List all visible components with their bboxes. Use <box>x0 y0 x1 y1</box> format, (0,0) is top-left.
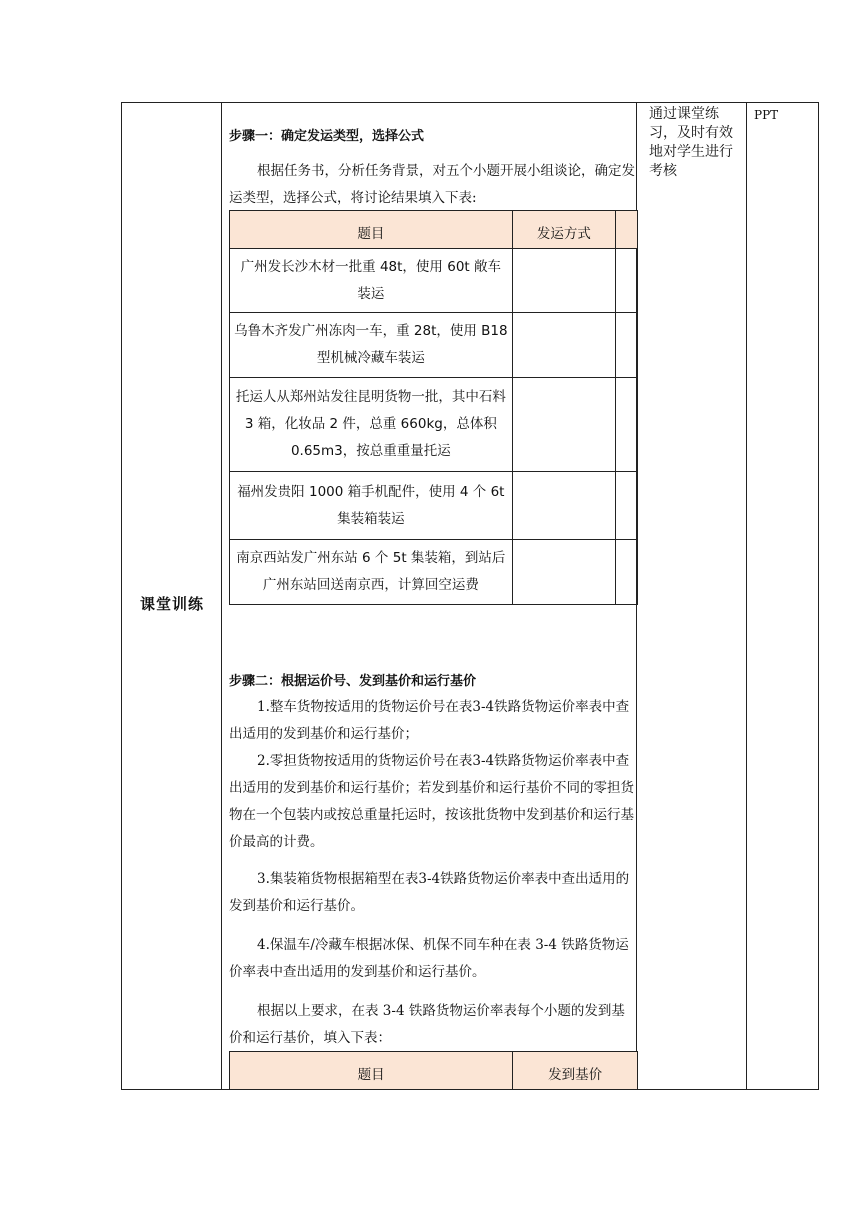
column-divider <box>746 103 747 1089</box>
step2-item: 4.保温车/冷藏车根据冰保、机保不同车种在表 3-4 铁路货物运价率表中查出适用的发到基价和运行基价。 <box>229 937 629 980</box>
base-price-table <box>229 1051 638 1090</box>
step2-item: 1.整车货物按适用的货物运价号在表3-4铁路货物运价率表中查出适用的发到基价和运行基价； <box>229 699 630 742</box>
topic-cell: 福州发贵阳 1000 箱手机配件，使用 4 个 6t 集装箱装运 <box>230 472 513 540</box>
topic-cell: 乌鲁木齐发广州冻肉一车，重 28t，使用 B18 型机械冷藏车装运 <box>230 313 513 378</box>
answer-cell[interactable] <box>512 249 615 313</box>
table-header-row <box>230 211 638 249</box>
header-shipping-method: 发运方式 <box>512 211 615 249</box>
blank-cell <box>616 313 638 378</box>
table-row <box>230 249 638 313</box>
topic-cell: 托运人从郑州站发往昆明货物一批，其中石料 3 箱，化妆品 2 件，总重 660kg，总体积 0.65m3，按总重重量托运 <box>230 378 513 472</box>
answer-cell[interactable] <box>512 540 615 605</box>
step1-title: 步骤一：确定发运类型，选择公式 <box>229 129 425 144</box>
answer-cell[interactable] <box>512 472 615 540</box>
table-row <box>230 540 638 605</box>
header-blank <box>616 211 638 249</box>
topic-cell: 广州发长沙木材一批重 48t，使用 60t 敞车装运 <box>230 249 513 313</box>
header-topic: 题目 <box>230 211 513 249</box>
step1-intro: 根据任务书，分析任务背景，对五个小题开展小组谈论，确定发运类型，选择公式，将讨论结果填入下表: <box>229 163 635 206</box>
step2-item: 2.零担货物按适用的货物运价号在表3-4铁路货物运价率表中查出适用的发到基价和运行基价；若发到基价和运行基价不同的零担货物在一个包装内或按总重量托运时，按该批货物中发到基价和运行基价最高的计费。 <box>229 753 634 850</box>
header-departure-base-price: 发到基价 <box>513 1052 638 1090</box>
step2-item: 根据以上要求，在表 3-4 铁路货物运价率表每个小题的发到基价和运行基价，填入下表： <box>229 1003 625 1046</box>
step2-item: 3.集装箱货物根据箱型在表3-4铁路货物运价率表中查出适用的发到基价和运行基价。 <box>229 871 630 914</box>
answer-cell[interactable] <box>512 378 615 472</box>
blank-cell <box>616 472 638 540</box>
table-header-row <box>230 1052 638 1090</box>
table-row <box>230 313 638 378</box>
table-row <box>230 472 638 540</box>
resource-note: PPT <box>754 108 779 122</box>
header-topic: 题目 <box>230 1052 513 1090</box>
row-label: 课堂训练 <box>139 595 204 613</box>
blank-cell <box>616 249 638 313</box>
topic-cell: 南京西站发广州东站 6 个 5t 集装箱，到站后广州东站回送南京西，计算回空运费 <box>230 540 513 605</box>
answer-cell[interactable] <box>512 313 615 378</box>
step2-title: 步骤二：根据运价号、发到基价和运行基价 <box>229 674 477 689</box>
shipping-type-table <box>229 210 638 605</box>
lesson-table <box>121 102 819 1090</box>
blank-cell <box>616 378 638 472</box>
blank-cell <box>616 540 638 605</box>
table-row <box>230 378 638 472</box>
assessment-note: 通过课堂练习，及时有效地对学生进行考核 <box>649 106 733 179</box>
